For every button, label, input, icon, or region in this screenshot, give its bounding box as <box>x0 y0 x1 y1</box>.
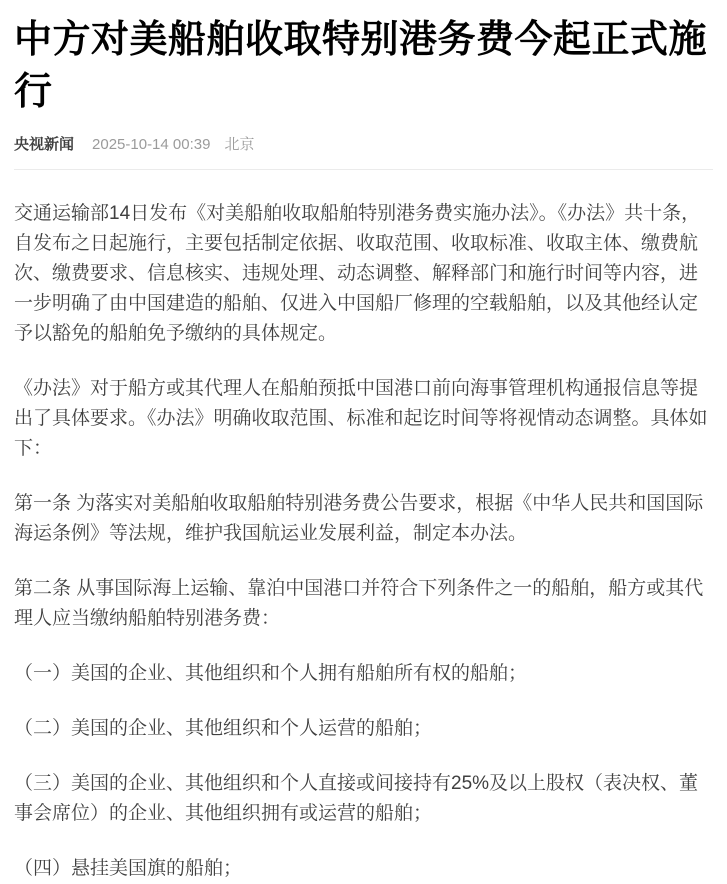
byline-datetime: 2025-10-14 00:39 <box>92 136 211 153</box>
article-list-item: （一）美国的企业、其他组织和个人拥有船舶所有权的船舶； <box>14 663 528 684</box>
article-body <box>14 199 713 884</box>
article-list-item: （四）悬挂美国旗的船舶； <box>14 858 243 879</box>
byline-source: 央视新闻 <box>14 136 75 153</box>
article-paragraph: 交通运输部14日发布《对美船舶收取船舶特别港务费实施办法》。《办法》共十条，自发布之日起施行，主要包括制定依据、收取范围、收取标准、收取主体、缴费航次、缴费要求、信息核实、违规处理、动态调整、解释部门和施行时间等内容，进一步明确了由中国建造的船舶、仅进入中国船厂修理的空载船舶，以及其他经认定予以豁免的船舶免予缴纳的具体规定。 <box>14 203 701 344</box>
article-paragraph: 《办法》对于船方或其代理人在船舶预抵中国港口前向海事管理机构通报信息等提出了具体要求。《办法》明确收取范围、标准和起讫时间等将视情动态调整。具体如下： <box>14 378 708 459</box>
byline-divider <box>14 169 713 170</box>
byline-location: 北京 <box>224 136 255 153</box>
article-list-item: （三）美国的企业、其他组织和个人直接或间接持有25%及以上股权（表决权、董事会席位）的企业、其他组织拥有或运营的船舶； <box>14 773 699 824</box>
article-paragraph: 第一条 为落实对美船舶收取船舶特别港务费公告要求，根据《中华人民共和国国际海运条例》等法规，维护我国航运业发展利益，制定本办法。 <box>14 493 704 544</box>
article-paragraph: 第二条 从事国际海上运输、靠泊中国港口并符合下列条件之一的船舶，船方或其代理人应当缴纳船舶特别港务费： <box>14 578 704 629</box>
byline <box>14 135 713 155</box>
article-title: 中方对美船舶收取特别港务费今起正式施行 <box>14 19 708 113</box>
article-list-item: （二）美国的企业、其他组织和个人运营的船舶； <box>14 718 433 739</box>
